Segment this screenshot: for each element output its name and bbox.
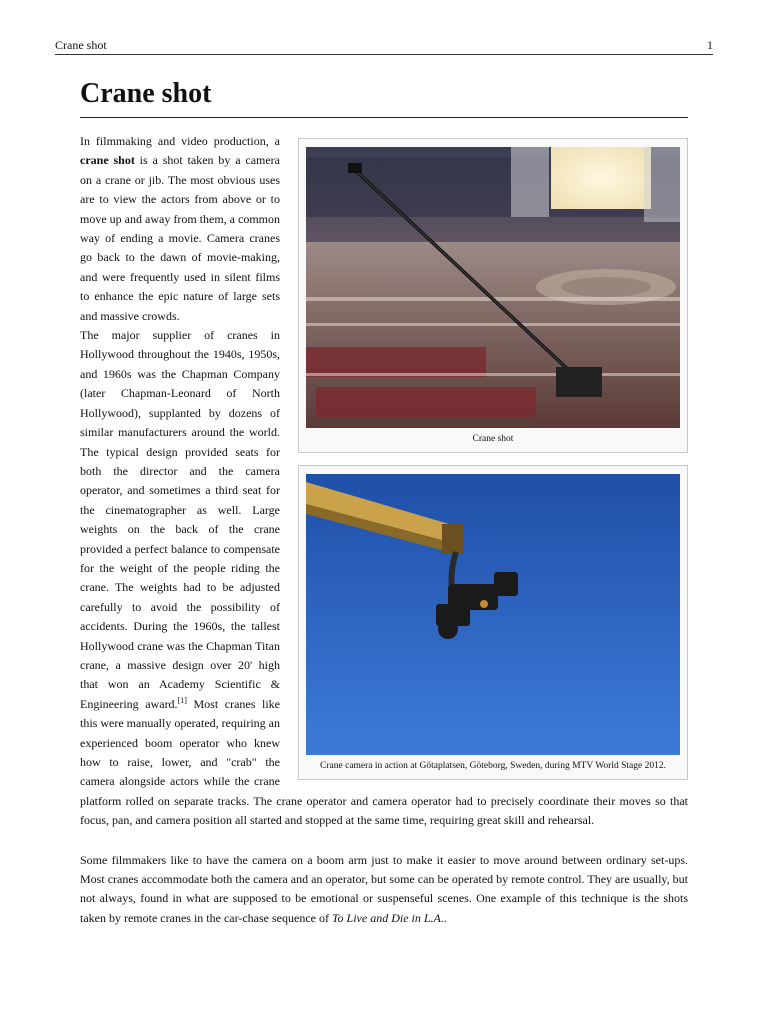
history-paragraph: The major supplier of cranes in Hollywood throughout the 1940s, 1950s, and 1960s was the Chapman Company (later Chapman-Leonard of North Hollywood), supplanted by dozens of similar manufacturers around the world. The typical design provided seats for both the director and the camera operator, and sometimes a third seat for the cinematographer as well. Large weights on the back of the crane provided a perfect balance to compensate for the weight of the people riding the crane. The weights had to be adjusted carefully to avoid the possibility of accidents. During the 1960s, the tallest Hollywood crane was the Chapman Titan crane, a massive design over 20' high that won an Academy Scientific & Engineering award.[1] Most cranes like this were manually operated, requiring an experienced boom operator who knew how to raise, lower, and "crab" the camera alongside actors while the crane platform rolled on separate tracks. The crane operator and camera operator had to precisely coordinate their moves so that focus, pan, and camera position all started and stopped at the same time, requiring great skill and rehearsal. bbox=[80, 328, 688, 828]
usage-paragraph: Some filmmakers like to have the camera on a boom arm just to make it easier to move around between ordinary set-ups. Most cranes accommodate both the camera and an operator, but some can be operated by remote control. They are usually, but not always, found in what are supposed to be emotional or suspenseful scenes. One example of this technique is the shots taken by remote cranes in the car-chase sequence of To Live and Die in L.A.. bbox=[80, 852, 688, 925]
citation-link[interactable]: [1] bbox=[177, 695, 187, 705]
title-divider bbox=[80, 117, 688, 118]
intro-paragraph: In filmmaking and video production, a crane shot is a shot taken by a camera on a crane or jib. The most obvious uses are to view the actors from above or to move up and away from them, a common way of ending a movie. Camera cranes go back to the dawn of movie-making, and were frequently used in silent films to enhance the epic nature of large sets and massive crowds. bbox=[80, 134, 281, 323]
crane-camera-sky-photo bbox=[306, 474, 680, 755]
running-header bbox=[55, 38, 713, 55]
running-header-title: Crane shot bbox=[55, 38, 107, 52]
figure-caption: Crane shot bbox=[472, 434, 514, 444]
figure-caption: Crane camera in action at Götaplatsen, Göteborg, Sweden, during MTV World Stage 2012. bbox=[320, 761, 666, 771]
article-title: Crane shot bbox=[80, 78, 212, 109]
term-crane-shot: crane shot bbox=[80, 153, 135, 168]
figure-crane-camera bbox=[298, 465, 688, 780]
page-number: 1 bbox=[707, 38, 713, 52]
concert-arena-crane-photo bbox=[306, 147, 680, 428]
figure-crane-shot bbox=[298, 138, 688, 453]
article-body bbox=[80, 132, 688, 928]
film-title: To Live and Die in L.A. bbox=[331, 910, 444, 925]
